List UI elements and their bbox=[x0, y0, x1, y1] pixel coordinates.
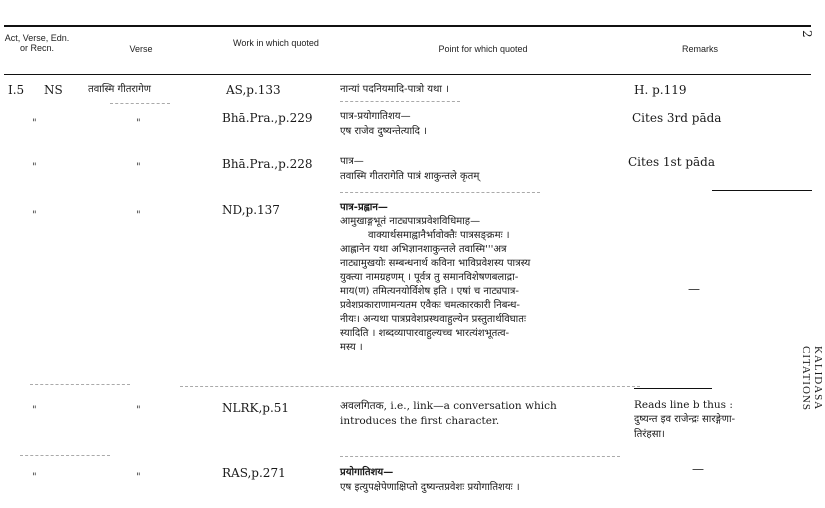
ditto-mark: " bbox=[32, 405, 37, 416]
point-line: पात्र-प्रह्लान— bbox=[340, 202, 388, 213]
remarks-cell: तिरंहसा। bbox=[634, 429, 665, 440]
work-cell: Bhā.Pra.,p.229 bbox=[222, 111, 313, 125]
remarks-cell: Cites 3rd pāda bbox=[632, 111, 722, 125]
ditto-mark: " bbox=[136, 405, 141, 416]
work-cell: Bhā.Pra.,p.228 bbox=[222, 157, 313, 171]
remarks-cell: दुष्यन्त इव राजेन्द्रः सारङ्गेणा- bbox=[634, 414, 736, 425]
remarks-cell: Cites 1st pāda bbox=[628, 155, 716, 169]
divider bbox=[180, 386, 640, 388]
point-line: नीयः। अन्यथा पात्रप्रवेशप्रस्थवाहुल्येन प्रस्तुतार्थविघातः bbox=[340, 314, 526, 325]
edition-cell: NS bbox=[44, 83, 63, 97]
ditto-mark: " bbox=[32, 118, 37, 129]
divider bbox=[340, 101, 460, 103]
ditto-mark: " bbox=[136, 472, 141, 483]
remarks-cell: H. p.119 bbox=[634, 83, 687, 97]
ditto-mark: " bbox=[32, 472, 37, 483]
point-line: पात्र-प्रयोगातिशय— bbox=[340, 111, 411, 122]
point-line: वाक्यार्थसमाह्वानैर्भावोक्तैः पात्रसङ्क्रमः । bbox=[368, 230, 510, 241]
point-line: प्रयोगातिशय— bbox=[340, 467, 394, 478]
point-line: प्रवेशप्रकाराणामन्यतम एवैकः चमत्कारकारी निबन्ध- bbox=[340, 300, 520, 311]
divider bbox=[30, 384, 130, 386]
divider bbox=[634, 388, 712, 389]
work-cell: RAS,p.271 bbox=[222, 466, 286, 480]
divider bbox=[340, 456, 620, 458]
point-line: तवास्मि गीतरागेति पात्रं शाकुन्तले कृतम् bbox=[340, 171, 480, 182]
header-act-verse: Act, Verse, Edn. or Recn. bbox=[4, 33, 70, 53]
point-line: स्यादिति । शब्दव्यापारवाहुल्यच्च भारत्यंशभूतत्व- bbox=[340, 328, 510, 339]
act-cell: I.5 bbox=[8, 83, 25, 97]
remarks-cell: — bbox=[692, 462, 704, 476]
divider bbox=[110, 103, 170, 105]
point-line: नाट्यामुखयोः सम्बन्धनार्थ कविना भाविप्रवेशस्य पात्रस्य bbox=[340, 258, 531, 269]
point-line: introduces the first character. bbox=[340, 415, 500, 427]
ditto-mark: " bbox=[136, 162, 141, 173]
running-title: KALIDASA CITATIONS bbox=[800, 346, 824, 411]
point-line: अवलगितक, i.e., link—a conversation which bbox=[340, 400, 557, 412]
divider bbox=[20, 455, 110, 457]
top-rule bbox=[4, 25, 811, 27]
header-rule bbox=[4, 74, 811, 75]
ditto-mark: " bbox=[32, 162, 37, 173]
remarks-cell: Reads line b thus : bbox=[634, 399, 733, 411]
point-line: माय(ण) तमित्यनयोर्विशेष इति । एषां च नाट्यपात्र- bbox=[340, 286, 520, 297]
remarks-cell: — bbox=[688, 282, 700, 296]
ditto-mark: " bbox=[136, 210, 141, 221]
work-cell: ND,p.137 bbox=[222, 203, 280, 217]
header-point: Point for which quoted bbox=[438, 44, 528, 54]
point-line: पात्र— bbox=[340, 156, 364, 167]
work-cell: AS,p.133 bbox=[226, 83, 281, 97]
header-remarks: Remarks bbox=[681, 44, 718, 54]
ditto-mark: " bbox=[32, 210, 37, 221]
divider bbox=[340, 192, 540, 194]
divider bbox=[712, 190, 812, 191]
point-line: एष इत्युपक्षेपेणाक्षिप्तो दुष्यन्तप्रवेशः प्रयोगातिशयः । bbox=[340, 482, 520, 493]
page-number: 2 bbox=[800, 30, 814, 38]
point-line: आमुखाङ्गभूतं नाट्यपात्रप्रवेशविधिमाह— bbox=[340, 216, 481, 227]
point-line: मस्य । bbox=[340, 342, 363, 353]
verse-cell: तवास्मि गीतरागेण bbox=[88, 84, 151, 95]
header-verse: Verse bbox=[129, 44, 153, 54]
work-cell: NLRK,p.51 bbox=[222, 401, 290, 415]
header-work: Work in which quoted bbox=[233, 38, 319, 48]
point-line: एष राजेव दुष्यन्तेत्यादि । bbox=[340, 126, 427, 137]
point-line: युक्त्या नामग्रहणम् । पूर्वत्र तु समानविशेषणबलाद्रा- bbox=[340, 272, 519, 283]
point-line: नान्यां पदनियमादि-पात्रो यथा । bbox=[340, 84, 449, 95]
point-line: आह्लानेन यथा अभिज्ञानशाकुन्तले तवास्मि'''अत्र bbox=[340, 244, 507, 255]
ditto-mark: " bbox=[136, 118, 141, 129]
